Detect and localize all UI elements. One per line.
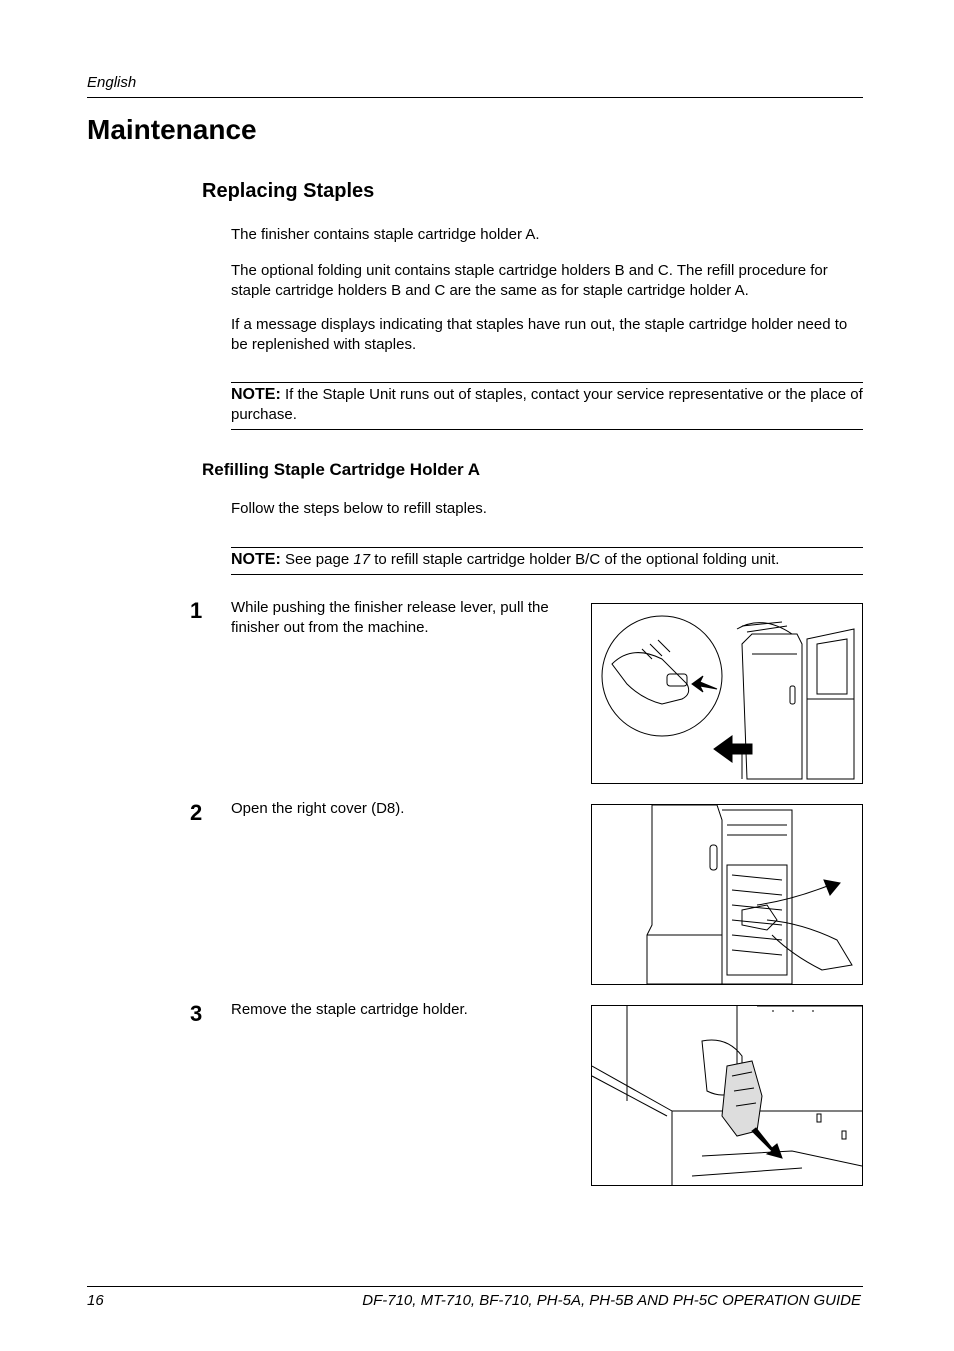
page-title: Maintenance bbox=[87, 114, 257, 145]
footer-divider bbox=[87, 1286, 863, 1287]
step-text: Remove the staple cartridge holder. bbox=[231, 1001, 468, 1018]
step-3-illustration bbox=[591, 1005, 863, 1186]
note-text: to refill staple cartridge holder B/C of the optional folding unit. bbox=[374, 551, 780, 568]
note-text: See page bbox=[284, 551, 350, 568]
footer-guide-title: DF-710, MT-710, BF-710, PH-5A, PH-5B AND PH-5C OPERATION GUIDE bbox=[362, 1292, 861, 1309]
step-number: 3 bbox=[190, 1001, 203, 1026]
footer-page-number: 16 bbox=[87, 1292, 104, 1309]
note-label: NOTE: bbox=[231, 551, 281, 568]
paragraph: The finisher contains staple cartridge holder A. bbox=[231, 226, 540, 243]
paragraph: The optional folding unit contains staple cartridge holders B and C. The refill procedure for staple cartridge holders B and C are the same as for staple cartridge holder A. bbox=[231, 262, 828, 299]
header-language: English bbox=[87, 74, 137, 91]
paragraph: Follow the steps below to refill staples. bbox=[231, 500, 487, 517]
step-text: While pushing the finisher release lever, pull the finisher out from the machine. bbox=[231, 599, 549, 636]
step-text: Open the right cover (D8). bbox=[231, 800, 405, 817]
paragraph: If a message displays indicating that staples have run out, the staple cartridge holder need to be replenished with staples. bbox=[231, 316, 848, 353]
header-divider bbox=[87, 97, 863, 98]
note-box bbox=[231, 547, 863, 575]
step-number: 2 bbox=[190, 800, 203, 825]
page-reference-link[interactable]: 17 bbox=[353, 551, 371, 568]
note-label: NOTE: bbox=[231, 386, 281, 403]
note-text: If the Staple Unit runs out of staples, contact your service representative or the place of purchase. bbox=[231, 386, 863, 423]
subsection-title: Refilling Staple Cartridge Holder A bbox=[202, 460, 481, 479]
step-number: 1 bbox=[190, 598, 203, 623]
step-1-illustration bbox=[591, 603, 863, 784]
section-title: Replacing Staples bbox=[202, 180, 375, 202]
note-box bbox=[231, 382, 863, 430]
step-2-illustration bbox=[591, 804, 863, 985]
